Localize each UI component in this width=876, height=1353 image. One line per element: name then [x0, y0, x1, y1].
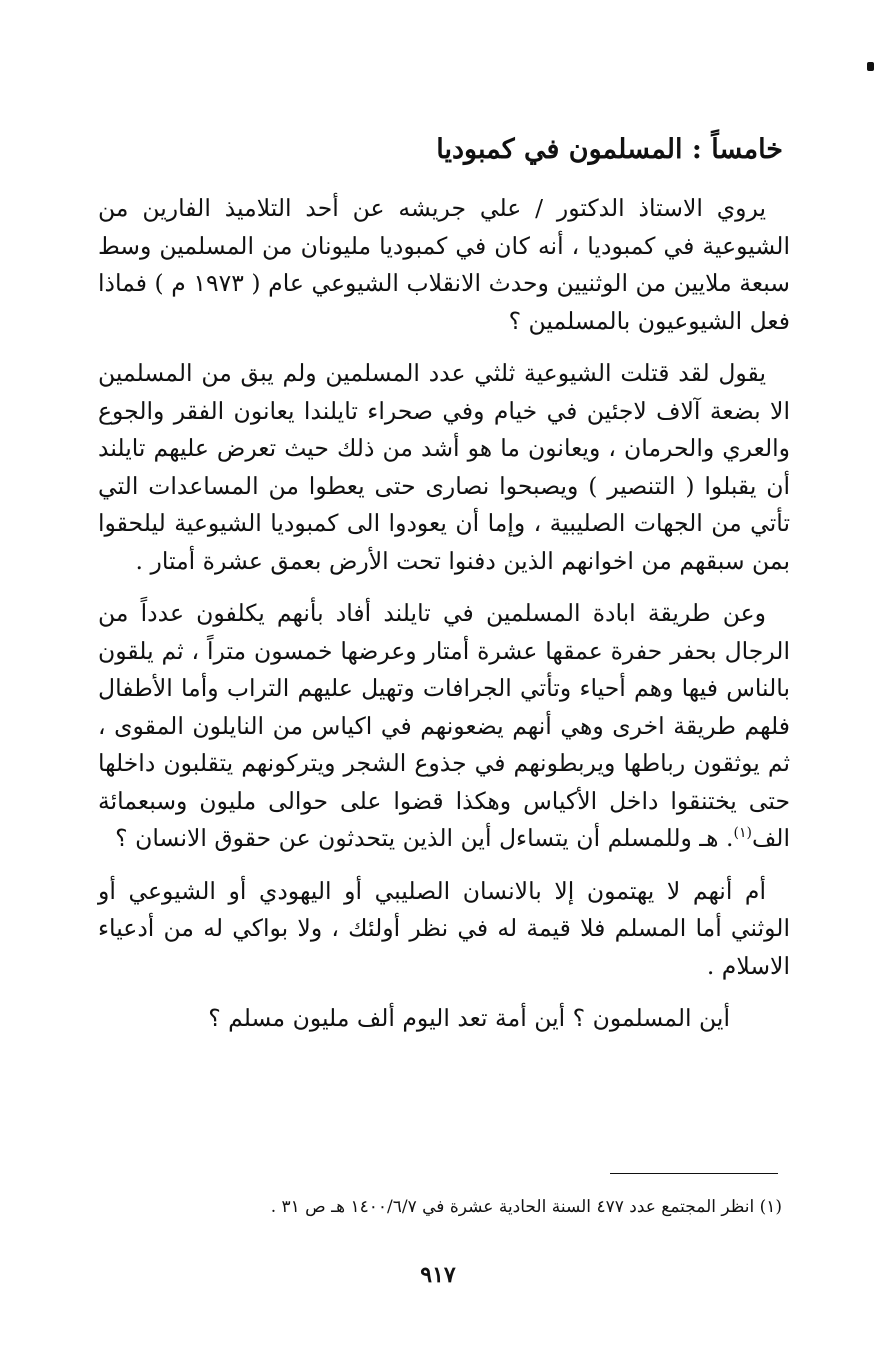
section-heading: خامساً : المسلمون في كمبوديا: [436, 134, 783, 165]
paragraph-4: أم أنهم لا يهتمون إلا بالانسان الصليبي أو اليهودي أو الشيوعي أو الوثني أما المسلم فلا قيمة له في نظر أولئك ، ولا بواكي له من أدعياء الاسلام .: [98, 876, 790, 980]
paragraph-3-text: وعن طريقة ابادة المسلمين في تايلند أفاد بأنهم يكلفون عدداً من الرجال بحفر حفرة عمقها عشرة أمتار وعرضها خمسون متراً ، ثم يلقون بالناس فيها وهم أحياء وتأتي الجرافات وتهيل عليهم التراب وأما الأطفال فلهم طريقة اخرى وهي أنهم يضعونهم في اكياس من النايلون المقوى ، ثم يوثقون رباطها ويربطونهم في جذوع الشجر ويتركونهم يتقلبون داخلها حتى يختنقوا داخل الأكياس وهكذا قضوا على حوالى مليون وسبعمائة الف: [98, 599, 790, 852]
footnote-divider: [610, 1173, 778, 1174]
page-number: ٩١٧: [420, 1262, 456, 1288]
paragraph-3: [98, 595, 790, 858]
scan-mark: [867, 62, 874, 71]
body-text: [98, 190, 790, 1053]
paragraph-2: يقول لقد قتلت الشيوعية ثلثي عدد المسلمين ولم يبق من المسلمين الا بضعة آلاف لاجئين في خيام وفي صحراء تايلندا يعانون الفقر والجوع والعري والحرمان ، ويعانون ما هو أشد من ذلك حيث تعرض عليهم تايلند أن يقبلوا ( التنصير ) ويصبحوا نصارى حتى يعطوا من المساعدات التي تأتي من الجهات الصليبية ، وإما أن يعودوا الى كمبوديا الشيوعية ليلحقوا بمن سبقهم من اخوانهم الذين دفنوا تحت الأرض بعمق عشرة أمتار .: [98, 359, 790, 575]
paragraph-1: يروي الاستاذ الدكتور / علي جريشه عن أحد التلاميذ الفارين من الشيوعية في كمبوديا ، أنه كان في كمبوديا مليونان من المسلمين وسط سبعة ملايين من الوثنيين وحدث الانقلاب الشيوعي عام ( ١٩٧٣ م ) فماذا فعل الشيوعيون بالمسلمين ؟: [98, 194, 790, 335]
footnote: (١) انظر المجتمع عدد ٤٧٧ السنة الحادية عشرة في ١٤٠٠/٦/٧ هـ ص ٣١ .: [270, 1197, 782, 1217]
paragraph-3-tail: . هـ وللمسلم أن يتساءل أين الذين يتحدثون عن حقوق الانسان ؟: [115, 824, 734, 852]
footnote-reference: (١): [733, 825, 752, 842]
closing-line: أين المسلمون ؟ أين أمة تعد اليوم ألف مليون مسلم ؟: [208, 1004, 730, 1032]
